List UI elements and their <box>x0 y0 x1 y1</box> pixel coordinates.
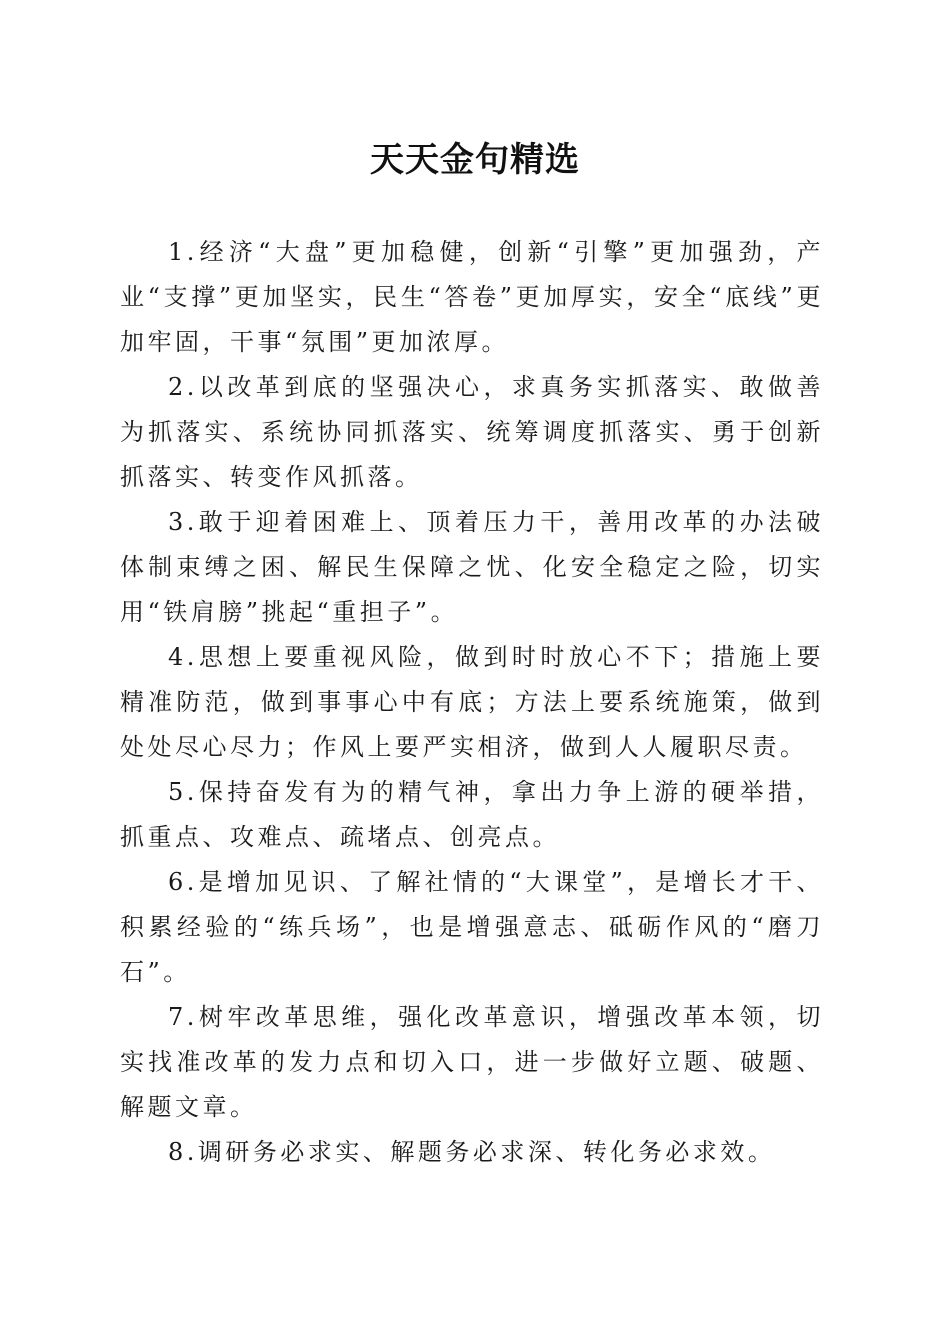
paragraph-1: 1.经济“大盘”更加稳健，创新“引擎”更加强劲，产业“支撑”更加坚实，民生“答卷”更加厚实，安全“底线”更加牢固，干事“氛围”更加浓厚。 <box>120 238 824 356</box>
paragraph-8: 8.调研务必求实、解题务必求深、转化务必求效。 <box>168 1138 776 1166</box>
document-body <box>120 230 824 1175</box>
paragraph-4: 4.思想上要重视风险，做到时时放心不下；措施上要精准防范，做到事事心中有底；方法上要系统施策，做到处处尽心尽力；作风上要严实相济，做到人人履职尽责。 <box>120 643 824 761</box>
paragraph-6: 6.是增加见识、了解社情的“大课堂”，是增长才干、积累经验的“练兵场”，也是增强意志、砥砺作风的“磨刀石”。 <box>120 868 824 986</box>
paragraph-2: 2.以改革到底的坚强决心，求真务实抓落实、敢做善为抓落实、系统协同抓落实、统筹调度抓落实、勇于创新抓落实、转变作风抓落。 <box>120 373 824 491</box>
page-title: 天天金句精选 <box>370 140 580 180</box>
paragraph-7: 7.树牢改革思维，强化改革意识，增强改革本领，切实找准改革的发力点和切入口，进一步做好立题、破题、解题文章。 <box>120 1003 824 1121</box>
paragraph-3: 3.敢于迎着困难上、顶着压力干，善用改革的办法破体制束缚之困、解民生保障之忧、化安全稳定之险，切实用“铁肩膀”挑起“重担子”。 <box>120 508 824 626</box>
paragraph-5: 5.保持奋发有为的精气神，拿出力争上游的硬举措，抓重点、攻难点、疏堵点、创亮点。 <box>120 778 824 851</box>
